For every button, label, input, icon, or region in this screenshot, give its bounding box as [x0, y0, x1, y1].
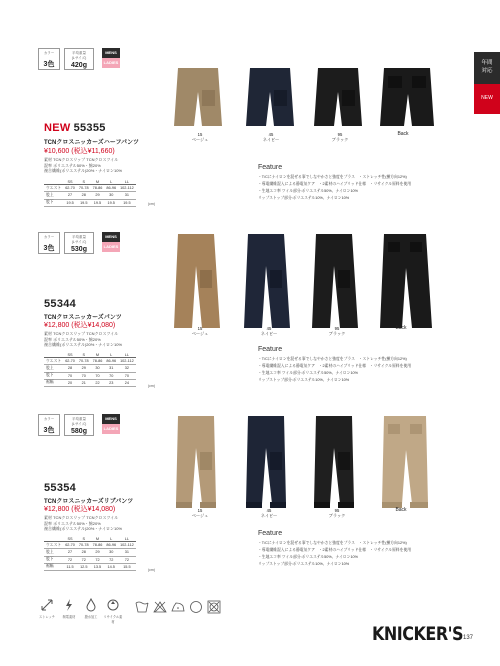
feature-item: リップストップ部分:ポリエステル10%、ナイロン10%	[258, 196, 350, 200]
size-header-cell: L	[104, 536, 118, 542]
size-header-cell: L	[104, 352, 118, 358]
size-cell: 86-96	[106, 186, 117, 191]
antistatic-icon	[62, 598, 76, 612]
size-cell: 13.5	[91, 563, 105, 570]
size-cell: 62-70	[65, 359, 75, 364]
color-number: 15	[197, 508, 203, 513]
size-row	[44, 372, 136, 379]
rib-pants-black-image	[314, 416, 354, 508]
material-line: 素材 TCNクロスリップ TCNクロスツイル	[44, 331, 119, 336]
color-label-navy	[254, 326, 284, 336]
weight-value: 580g	[71, 428, 87, 435]
color-count-value: 3色	[43, 61, 55, 68]
material-line: 複合繊維(ポリエステル)20%・ナイロン10%	[44, 168, 123, 173]
color-label-back: Back	[395, 325, 407, 331]
size-header-cell: LL	[118, 536, 136, 542]
size-cell: 72	[77, 556, 91, 563]
stretch-label: ストレッチ	[39, 615, 55, 619]
weight-title: 平均重量	[72, 235, 86, 239]
color-name: ネイビー	[260, 331, 278, 336]
size-row	[44, 358, 136, 365]
size-cell: 股上	[44, 192, 63, 199]
new-tab: NEW	[474, 84, 500, 114]
mens-badge: MENS	[102, 48, 120, 58]
color-label-navy	[256, 132, 286, 142]
color-count-title: カラー	[43, 51, 55, 55]
weight-badge	[64, 48, 94, 70]
material-line: 素材 TCNクロスリップ TCNクロスツイル	[44, 157, 119, 162]
size-unit: (cm)	[148, 568, 155, 572]
size-cell: 86-96	[106, 543, 117, 548]
iron-icon	[172, 603, 184, 611]
color-name: ブラック	[328, 331, 346, 336]
color-label-back: Back	[397, 131, 409, 137]
size-cell: 28	[63, 365, 77, 372]
color-number: 95	[334, 326, 340, 331]
product-name: TCNクロスニッカーズハーフパンツ	[44, 140, 140, 146]
weight-sub: (Lサイズ)	[71, 422, 87, 426]
size-cell: 31	[118, 192, 136, 199]
feature-title: Feature	[258, 530, 283, 537]
size-cell: 78-86	[92, 186, 103, 191]
size-unit: (cm)	[148, 202, 155, 206]
category-tab-line2: 対応	[481, 68, 493, 74]
rib-pants-back-image	[382, 416, 428, 508]
size-cell: 12.5	[77, 563, 91, 570]
page-number: 137	[463, 635, 474, 641]
category-tab-line1: 年間	[481, 60, 493, 66]
material-line: 混率 ポリエステル50%・綿20%	[44, 336, 101, 342]
category-tab	[474, 52, 500, 84]
size-cell: 20	[63, 379, 77, 386]
feature-title: Feature	[258, 346, 283, 353]
size-cell: 70	[77, 372, 91, 379]
dry-clean-icon	[191, 602, 202, 613]
size-cell: 19.5	[77, 199, 91, 206]
size-header-cell: S	[77, 352, 91, 358]
size-header-cell: LL	[118, 352, 136, 358]
ladies-badge: LADIES	[102, 242, 120, 252]
size-header-cell: M	[91, 536, 105, 542]
recycle-icon	[106, 598, 120, 612]
size-header-cell: LL	[118, 179, 136, 185]
product-images	[168, 64, 438, 134]
product-name: TCNクロスニッカーズリブパンツ	[44, 499, 134, 505]
size-row	[44, 556, 136, 563]
shorts-navy-image	[246, 68, 294, 126]
size-cell: 72	[91, 556, 105, 563]
weight-sub: (Lサイズ)	[71, 240, 87, 244]
weight-sub: (Lサイズ)	[71, 56, 87, 60]
no-tumble-dry-icon	[208, 601, 220, 613]
feature-title: Feature	[258, 164, 283, 171]
size-cell: 70-78	[78, 186, 89, 191]
size-cell: 29	[91, 192, 105, 199]
color-count-badge	[38, 232, 60, 254]
size-table	[44, 536, 136, 571]
color-label-black	[325, 132, 355, 142]
size-cell: 29	[91, 549, 105, 556]
size-row	[44, 542, 136, 549]
product-price: ¥10,600 (税込¥11,660)	[44, 148, 115, 155]
size-cell: 70-78	[78, 543, 89, 548]
size-cell: 股上	[44, 549, 63, 556]
size-cell: ウエスト	[44, 185, 63, 192]
size-cell: ウエスト	[44, 542, 63, 549]
color-name: ブラック	[328, 513, 346, 518]
size-cell: 19.5	[104, 199, 118, 206]
color-number: 15	[197, 132, 203, 137]
material-info	[44, 515, 174, 532]
material-line: 複合繊維(ポリエステル)20%・ナイロン10%	[44, 342, 123, 347]
color-label-back: Back	[395, 507, 407, 513]
weight-badge	[64, 232, 94, 254]
brand-logo: KNICKER'S	[372, 622, 464, 645]
color-label-beige	[185, 132, 215, 142]
material-info	[44, 331, 174, 348]
size-cell: 19.5	[63, 199, 77, 206]
size-row	[44, 192, 136, 199]
size-cell: 31	[104, 365, 118, 372]
size-cell: 72	[104, 556, 118, 563]
size-cell: 102-112	[120, 359, 134, 364]
size-cell: 15.5	[118, 563, 136, 570]
size-header-cell: S	[77, 179, 91, 185]
size-cell: 22	[91, 379, 105, 386]
size-table	[44, 352, 136, 387]
material-line: 混率 ポリエステル50%・綿20%	[44, 162, 101, 168]
size-cell: 70	[63, 372, 77, 379]
water-repellent-label: 撥水加工	[84, 615, 98, 619]
color-name: ブラック	[331, 137, 349, 142]
size-cell: 78-86	[92, 359, 103, 364]
feature-list	[258, 356, 458, 384]
size-header-cell: SS	[63, 179, 77, 185]
size-cell: 28	[77, 192, 91, 199]
pants-navy-image	[244, 234, 290, 328]
size-cell: 11.5	[63, 563, 77, 570]
size-cell: 86-96	[106, 359, 117, 364]
size-cell: 30	[104, 549, 118, 556]
color-count-value: 3色	[43, 427, 55, 434]
size-cell: 裾幅	[44, 379, 63, 386]
recycle-label: リサイクル素材	[103, 615, 123, 624]
color-number: 95	[334, 508, 340, 513]
color-count-title: カラー	[43, 235, 55, 239]
material-line: 複合繊維(ポリエステル)20%・ナイロン10%	[44, 526, 123, 531]
material-line: 混率 ポリエステル50%・綿20%	[44, 520, 101, 526]
color-name: ネイビー	[262, 137, 280, 142]
size-cell: 62-70	[65, 186, 75, 191]
size-cell: 27	[63, 549, 77, 556]
color-label-beige	[185, 508, 215, 518]
size-cell: 70	[118, 372, 136, 379]
pants-back-image	[380, 234, 432, 328]
feature-item: ・T/Cにナイロンを混ぜる事でしなやかさと強度をプラス ・ストレッチ性(横方向12%)	[258, 175, 407, 179]
weight-badge	[64, 414, 94, 436]
size-cell: 70	[91, 372, 105, 379]
size-header-cell: SS	[63, 352, 77, 358]
size-cell: 102-112	[120, 186, 134, 191]
size-row	[44, 185, 136, 192]
size-cell: 股下	[44, 199, 63, 206]
shorts-black-image	[314, 68, 362, 126]
product-number: 55354	[44, 482, 77, 494]
product-name: TCNクロスニッカーズパンツ	[44, 315, 122, 321]
feature-list	[258, 540, 458, 568]
feature-item: ・生地エコ率 ツイル部分:ポリエステル50%、ナイロン10%	[258, 189, 359, 193]
size-cell: 23	[104, 379, 118, 386]
ladies-badge: LADIES	[102, 424, 120, 434]
feature-item: ・T/Cにナイロンを混ぜる事でしなやかさと強度をプラス ・ストレッチ性(横方向12%)	[258, 541, 407, 545]
product-number-value: 55355	[73, 122, 106, 134]
no-bleach-icon	[154, 602, 166, 612]
size-cell: 31	[118, 549, 136, 556]
size-row	[44, 199, 136, 206]
stretch-icon	[40, 598, 54, 612]
mens-badge: MENS	[102, 414, 120, 424]
size-cell: 62-70	[65, 543, 75, 548]
size-cell: 72	[118, 556, 136, 563]
product-section-55354	[0, 414, 474, 584]
color-count-value: 3色	[43, 245, 55, 252]
product-price: ¥12,800 (税込¥14,080)	[44, 322, 116, 329]
weight-value: 420g	[71, 62, 87, 69]
water-repellent-icon	[84, 598, 98, 612]
material-info	[44, 157, 174, 174]
weight-value: 530g	[71, 246, 87, 253]
size-cell: 21	[77, 379, 91, 386]
size-cell: 72	[63, 556, 77, 563]
new-label: NEW	[44, 122, 71, 134]
color-label-beige	[185, 326, 215, 336]
color-label-black	[322, 508, 352, 518]
size-cell: 裾幅	[44, 563, 63, 570]
size-header-cell: M	[91, 179, 105, 185]
size-cell: 19.5	[91, 199, 105, 206]
product-images	[168, 232, 438, 332]
feature-item: ・生地エコ率 ツイル部分:ポリエステル50%、ナイロン10%	[258, 555, 359, 559]
size-cell: 78-86	[92, 543, 103, 548]
size-row	[44, 379, 136, 386]
size-header-cell: S	[77, 536, 91, 542]
shorts-beige-image	[174, 68, 222, 126]
color-count-title: カラー	[43, 417, 55, 421]
size-cell: 股下	[44, 372, 63, 379]
color-number: 45	[266, 508, 272, 513]
laundry-symbols	[135, 600, 235, 614]
size-row	[44, 563, 136, 570]
feature-list	[258, 174, 458, 202]
size-cell: ウエスト	[44, 358, 63, 365]
size-header-cell: L	[104, 179, 118, 185]
color-name: ベージュ	[191, 513, 209, 518]
size-row	[44, 365, 136, 372]
size-cell: 30	[91, 365, 105, 372]
size-cell: 70	[104, 372, 118, 379]
color-number: 15	[197, 326, 203, 331]
size-cell: 19.5	[118, 199, 136, 206]
feature-item: ・導電繊維混入による静電気ケア ・2素材のハイブリッド仕様 ・リサイクル原料を使用	[258, 548, 412, 552]
weight-title: 平均重量	[72, 417, 86, 421]
size-row	[44, 549, 136, 556]
rib-pants-beige-image	[176, 416, 216, 508]
size-header-cell: M	[91, 352, 105, 358]
size-cell: 股上	[44, 365, 63, 372]
product-number: 55344	[44, 298, 77, 310]
pants-beige-image	[174, 234, 220, 328]
color-count-badge	[38, 414, 60, 436]
size-cell: 102-112	[120, 543, 134, 548]
feature-item: ・T/Cにナイロンを混ぜる事でしなやかさと強度をプラス ・ストレッチ性(横方向12%)	[258, 357, 407, 361]
feature-item: リップストップ部分:ポリエステル10%、ナイロン10%	[258, 378, 350, 382]
feature-item: ・導電繊維混入による静電気ケア ・2素材のハイブリッド仕様 ・リサイクル原料を使用	[258, 364, 412, 368]
wash-icon	[136, 602, 148, 612]
size-unit: (cm)	[148, 384, 155, 388]
color-label-navy	[254, 508, 284, 518]
size-cell: 28	[77, 549, 91, 556]
color-label-black	[322, 326, 352, 336]
rib-pants-navy-image	[246, 416, 286, 508]
pants-black-image	[312, 234, 358, 328]
product-section-55355	[0, 48, 474, 218]
mens-badge: MENS	[102, 232, 120, 242]
color-number: 95	[337, 132, 343, 137]
color-count-badge	[38, 48, 60, 70]
product-number	[44, 122, 106, 134]
size-cell: 14.5	[104, 563, 118, 570]
product-price: ¥12,800 (税込¥14,080)	[44, 506, 116, 513]
color-name: ベージュ	[191, 331, 209, 336]
weight-title: 平均重量	[72, 51, 86, 55]
size-cell: 32	[118, 365, 136, 372]
feature-item: ・生地エコ率 ツイル部分:ポリエステル50%、ナイロン10%	[258, 371, 359, 375]
antistatic-label: 制電素材	[62, 615, 76, 619]
size-cell: 30	[104, 192, 118, 199]
size-cell: 70-78	[78, 359, 89, 364]
feature-item: リップストップ部分:ポリエステル10%、ナイロン10%	[258, 562, 350, 566]
color-name: ベージュ	[191, 137, 209, 142]
color-number: 45	[266, 326, 272, 331]
color-name: ネイビー	[260, 513, 278, 518]
size-cell: 29	[77, 365, 91, 372]
size-cell: 股下	[44, 556, 63, 563]
size-table	[44, 179, 136, 207]
feature-item: ・導電繊維混入による静電気ケア ・2素材のハイブリッド仕様 ・リサイクル原料を使用	[258, 182, 412, 186]
size-cell: 24	[118, 379, 136, 386]
size-header-cell: SS	[63, 536, 77, 542]
size-cell: 27	[63, 192, 77, 199]
material-line: 素材 TCNクロスリップ TCNクロスツイル	[44, 515, 119, 520]
product-images	[168, 414, 438, 514]
color-number: 45	[268, 132, 274, 137]
product-section-55344	[0, 232, 474, 402]
shorts-back-image	[380, 68, 434, 126]
ladies-badge: LADIES	[102, 58, 120, 68]
